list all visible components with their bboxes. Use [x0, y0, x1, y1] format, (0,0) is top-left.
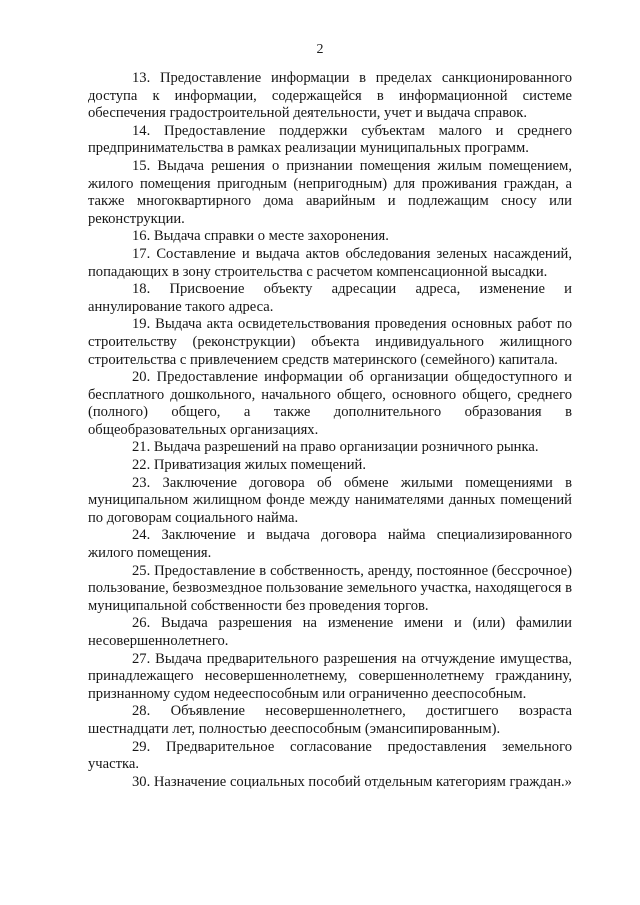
list-item: 14. Предоставление поддержки субъектам малого и среднего предпринимательства в рамках реализации муниципальных программ. — [88, 122, 572, 157]
list-item: 16. Выдача справки о месте захоронения. — [132, 228, 389, 245]
list-item: 24. Заключение и выдача договора найма специализированного жилого помещения. — [88, 527, 572, 562]
list-item: 20. Предоставление информации об организации общедоступного и бесплатного дошкольного, начального общего, основного общего, среднего (полного) общего, а также дополнительного образования в общеобразовательных организациях. — [88, 369, 572, 438]
list-item: 25. Предоставление в собственность, аренду, постоянное (бессрочное) пользование, безвозмездное пользование земельного участка, находящегося в муниципальной собственности без проведения торгов. — [88, 562, 572, 614]
list-item: 29. Предварительное согласование предоставления земельного участка. — [88, 738, 572, 773]
list-item: 30. Назначение социальных пособий отдельным категориям граждан.» — [132, 773, 572, 790]
page-number: 2 — [316, 42, 324, 57]
list-item: 15. Выдача решения о признании помещения жилым помещением, жилого помещения пригодным (непригодным) для проживания граждан, а также многоквартирного дома аварийным и подлежащим сносу или реконструкции. — [88, 157, 572, 227]
list-item: 28. Объявление несовершеннолетнего, достигшего возраста шестнадцати лет, полностью дееспособным (эмансипированным). — [88, 703, 572, 737]
list-item: 27. Выдача предварительного разрешения на отчуждение имущества, принадлежащего несовершеннолетнему, совершеннолетнему гражданину, признанному судом недееспособным или ограниченно дееспособным. — [88, 650, 572, 702]
list-item: 19. Выдача акта освидетельствования проведения основных работ по строительству (реконструкции) объекта индивидуального жилищного строительства с привлечением средств материнского (семейного) капитала. — [88, 316, 572, 368]
list-item: 18. Присвоение объекту адресации адреса, изменение и аннулирование такого адреса. — [88, 281, 572, 315]
list-item: 21. Выдача разрешений на право организации розничного рынка. — [132, 439, 539, 456]
list-item: 26. Выдача разрешения на изменение имени и (или) фамилии несовершеннолетнего. — [88, 615, 572, 649]
list-item: 17. Составление и выдача актов обследования зеленых насаждений, попадающих в зону строительства с расчетом компенсационной высадки. — [88, 245, 572, 280]
list-item: 13. Предоставление информации в пределах санкционированного доступа к информации, содержащейся в информационной системе обеспечения градостроительной деятельности, учет и выдача справок. — [88, 70, 572, 122]
services-list — [88, 70, 572, 791]
list-item: 22. Приватизация жилых помещений. — [132, 457, 367, 474]
list-item: 23. Заключение договора об обмене жилыми помещениями в муниципальном жилищном фонде между нанимателями данных помещений по договорам социального найма. — [88, 474, 572, 526]
